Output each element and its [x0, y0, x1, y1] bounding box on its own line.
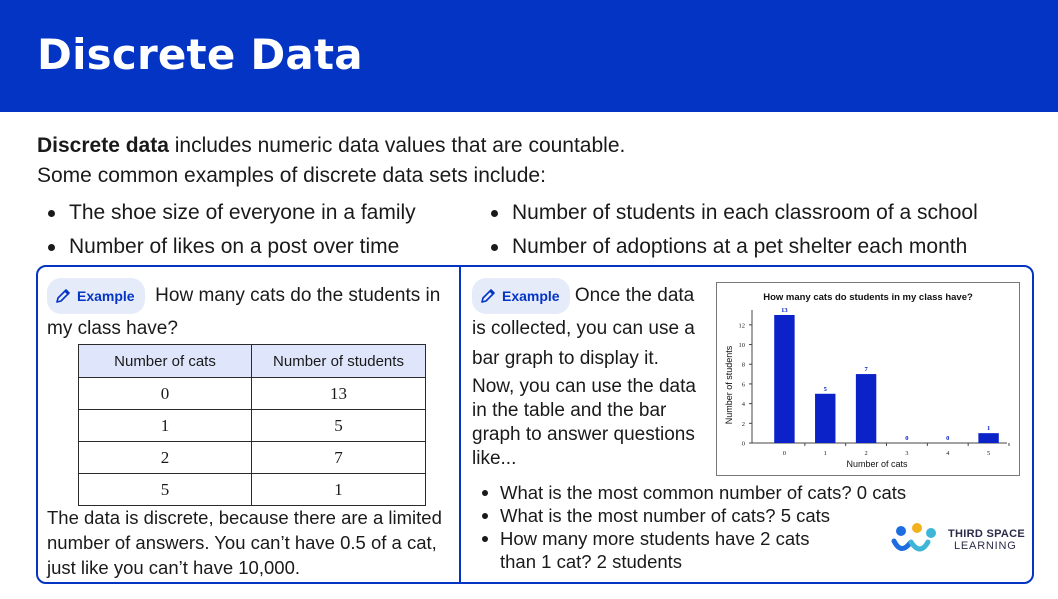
logo-mark-icon — [890, 523, 942, 557]
x-tick-label: 1 — [823, 450, 827, 457]
y-tick-label: 12 — [738, 322, 745, 330]
table-row — [79, 410, 426, 442]
table-cell: 7 — [252, 442, 426, 474]
x-axis-label: Number of cats — [846, 459, 908, 469]
list-item: What is the most common number of cats? 0 cats — [478, 481, 906, 504]
bar-chart-svg — [717, 283, 1019, 475]
data-label: 0 — [946, 435, 950, 442]
x-tick-label: 4 — [946, 450, 950, 457]
cats-table — [78, 344, 426, 506]
intro-text — [37, 131, 625, 191]
table-row — [79, 442, 426, 474]
pencil-icon — [55, 288, 71, 304]
bar — [856, 374, 876, 443]
examples-list-left — [37, 196, 416, 264]
header-banner — [0, 0, 1058, 112]
question-text: How many cats do the students in my class have? — [47, 285, 441, 339]
table-cell: 1 — [79, 410, 252, 442]
follow-up-text: Now, you can use the data in the table and the bar graph to answer questions like... — [472, 376, 696, 469]
column-header: Number of cats — [79, 345, 252, 378]
list-item: How many more students have 2 cats than 1 cat? 2 students — [478, 527, 845, 573]
y-tick-label: 0 — [741, 440, 745, 448]
data-label: 1 — [986, 425, 991, 433]
answers-list — [478, 481, 906, 573]
bar — [978, 433, 998, 443]
example-badge — [47, 278, 145, 314]
page-title: Discrete Data — [37, 30, 363, 79]
list-item: Number of adoptions at a pet shelter each month — [480, 230, 978, 264]
bar-graph-intro: Once the data is collected, you can use a bar graph to display it. — [472, 285, 695, 369]
table-cell: 0 — [79, 378, 252, 410]
logo-text-line1: THIRD SPACE — [948, 528, 1026, 540]
bar — [774, 315, 794, 443]
intro-line-2: Some common examples of discrete data sets include: — [37, 164, 546, 187]
list-item: What is the most number of cats? 5 cats — [478, 504, 906, 527]
pencil-icon — [480, 288, 496, 304]
term-discrete-data: Discrete data — [37, 134, 169, 157]
intro-line-1 — [37, 131, 625, 161]
x-tick-label: 3 — [905, 450, 909, 457]
list-item: Number of likes on a post over time — [37, 230, 416, 264]
examples-list-right — [480, 196, 978, 264]
table-row — [79, 378, 426, 410]
data-label: 5 — [823, 385, 827, 393]
data-label: 0 — [905, 435, 909, 442]
conclusion-text: The data is discrete, because there are a limited number of answers. You can’t have 0.5 of a cat, just like you can’t have 10,000. — [47, 507, 442, 578]
plot-area — [739, 307, 1010, 457]
y-tick-label: 10 — [738, 342, 745, 350]
definition-text: includes numeric data values that are countable. — [168, 134, 626, 157]
left-example-question — [47, 278, 447, 344]
y-axis-label: Number of students — [724, 345, 734, 425]
table-header-row — [79, 345, 426, 378]
table-row — [79, 474, 426, 506]
y-tick-label: 4 — [741, 401, 745, 409]
chart-title: How many cats do students in my class have? — [763, 292, 973, 303]
data-label: 7 — [864, 366, 868, 374]
logo-text-line2: LEARNING — [954, 540, 1017, 552]
example-badge-label: Example — [502, 288, 560, 304]
y-tick-label: 8 — [741, 361, 745, 369]
y-tick-label: 6 — [741, 381, 745, 389]
table-cell: 5 — [79, 474, 252, 506]
x-tick-label: 2 — [864, 450, 868, 457]
table-cell: 2 — [79, 442, 252, 474]
data-label: 13 — [781, 307, 788, 314]
bar — [815, 394, 835, 443]
list-item: The shoe size of everyone in a family — [37, 196, 416, 230]
right-example-text — [472, 278, 707, 374]
x-tick-label: 5 — [986, 450, 991, 457]
table-cell: 13 — [252, 378, 426, 410]
example-badge — [472, 278, 570, 314]
y-tick-label: 2 — [741, 420, 745, 428]
third-space-learning-logo — [890, 523, 1030, 557]
table-cell: 1 — [252, 474, 426, 506]
table-cell: 5 — [252, 410, 426, 442]
list-item: Number of students in each classroom of a school — [480, 196, 978, 230]
bar-chart — [716, 282, 1020, 476]
example-badge-label: Example — [77, 288, 135, 304]
panel-divider — [459, 265, 461, 584]
column-header: Number of students — [252, 345, 426, 378]
x-tick-label: 0 — [782, 450, 787, 457]
